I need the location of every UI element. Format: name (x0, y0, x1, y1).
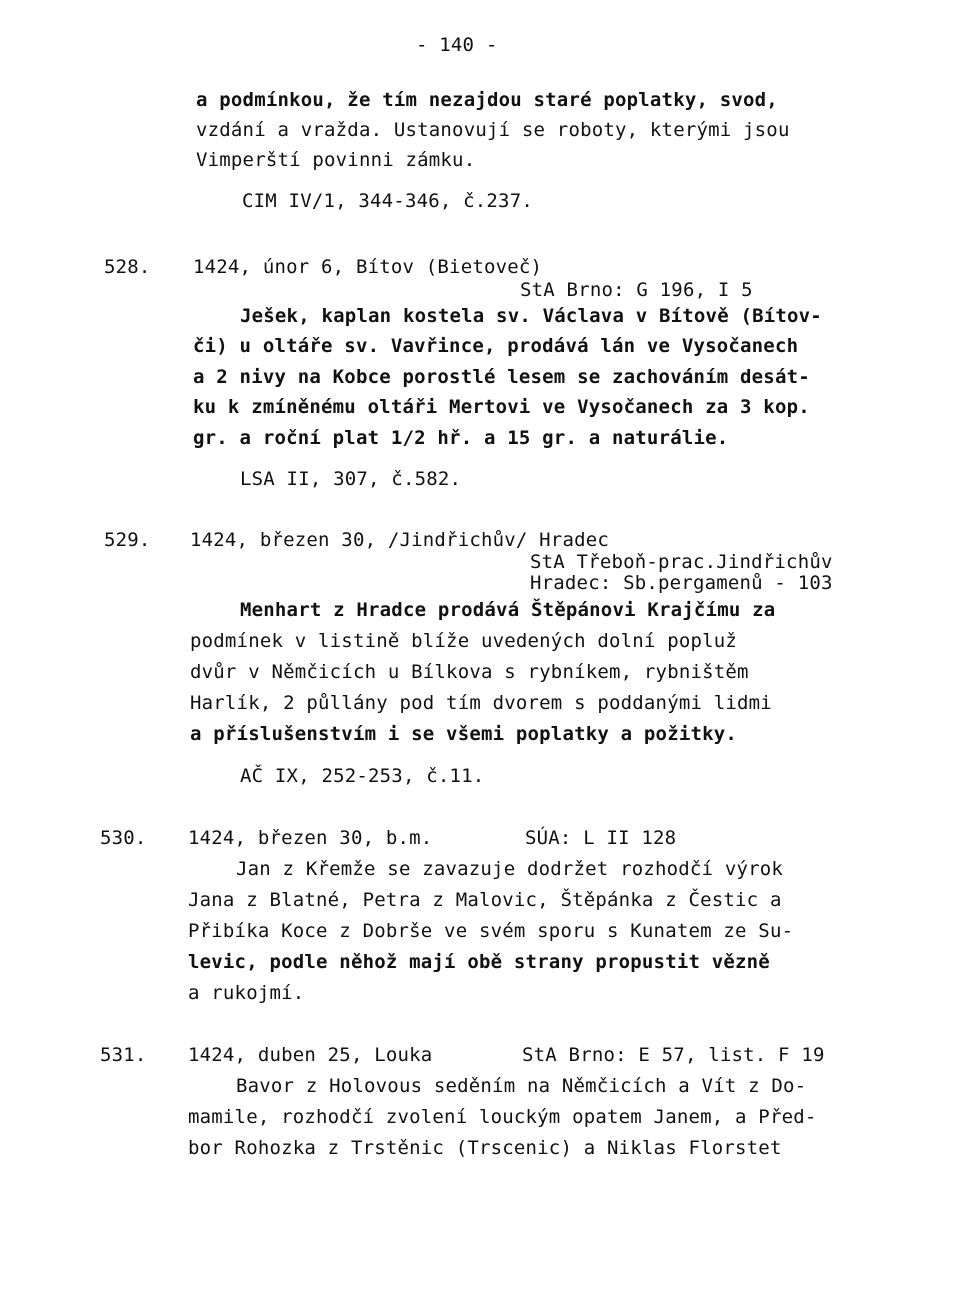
text-line: Vimperští povinni zámku. (196, 149, 476, 171)
text-line: a podmínkou, že tím nezajdou staré poplatky, svod, (196, 89, 778, 111)
archive-reference: StA Brno: G 196, I 5 (520, 279, 753, 301)
text-line: dvůr v Němčicích u Bílkova s rybníkem, rybništěm (190, 661, 749, 683)
entry-number: 529. (104, 529, 151, 551)
text-line: Jan z Křemže se zavazuje dodržet rozhodčí výrok (236, 858, 784, 880)
text-line: Ješek, kaplan kostela sv. Václava v Bítově (Bítov- (240, 305, 822, 327)
entry-header: 1424, březen 30, /Jindřichův/ Hradec (190, 529, 610, 551)
archive-reference: SÚA: L II 128 (525, 827, 677, 849)
text-line: bor Rohozka z Trstěnic (Trscenic) a Niklas Florstet (188, 1137, 782, 1159)
text-line: Přibíka Koce z Dobrše ve svém sporu s Kunatem ze Su- (188, 920, 794, 942)
entry-number: 528. (104, 256, 151, 278)
citation: AČ IX, 252-253, č.11. (240, 765, 485, 787)
entry-header: 1424, duben 25, Louka (188, 1044, 433, 1066)
entry-header: 1424, únor 6, Bítov (Bietoveč) (193, 256, 543, 278)
citation: CIM IV/1, 344-346, č.237. (242, 190, 533, 212)
archive-reference: Hradec: Sb.pergamenů - 103 (530, 572, 833, 594)
text-line: gr. a roční plat 1/2 hř. a 15 gr. a naturálie. (193, 427, 729, 449)
text-line: podmínek v listině blíže uvedených dolní popluž (190, 630, 738, 652)
archive-reference: StA Třeboň-prac.Jindřichův (530, 551, 833, 573)
page-number: - 140 - (416, 34, 498, 56)
text-line: a 2 nivy na Kobce porostlé lesem se zachováním desát- (193, 366, 810, 388)
text-line: levic, podle něhož mají obě strany propustit vězně (188, 951, 770, 973)
text-line: ku k zmíněnému oltáři Mertovi ve Vysočanech za 3 kop. (193, 396, 810, 418)
text-line: či) u oltáře sv. Vavřince, prodává lán ve Vysočanech (193, 335, 799, 357)
entry-number: 530. (100, 827, 147, 849)
text-line: Harlík, 2 půllány pod tím dvorem s poddanými lidmi (190, 692, 772, 714)
text-line: Bavor z Holovous seděním na Němčicích a Vít z Do- (236, 1075, 807, 1097)
text-line: a příslušenstvím i se všemi poplatky a požitky. (190, 723, 738, 745)
citation: LSA II, 307, č.582. (240, 468, 462, 490)
text-line: a rukojmí. (188, 982, 305, 1004)
entry-number: 531. (100, 1044, 147, 1066)
text-line: mamile, rozhodčí zvolení louckým opatem Janem, a Před- (188, 1106, 817, 1128)
archive-reference: StA Brno: E 57, list. F 19 (522, 1044, 825, 1066)
text-line: vzdání a vražda. Ustanovují se roboty, kterými jsou (196, 119, 790, 141)
text-line: Jana z Blatné, Petra z Malovic, Štěpánka z Čestic a (188, 889, 782, 911)
entry-header: 1424, březen 30, b.m. (188, 827, 433, 849)
text-line: Menhart z Hradce prodává Štěpánovi Krajčímu za (240, 599, 776, 621)
